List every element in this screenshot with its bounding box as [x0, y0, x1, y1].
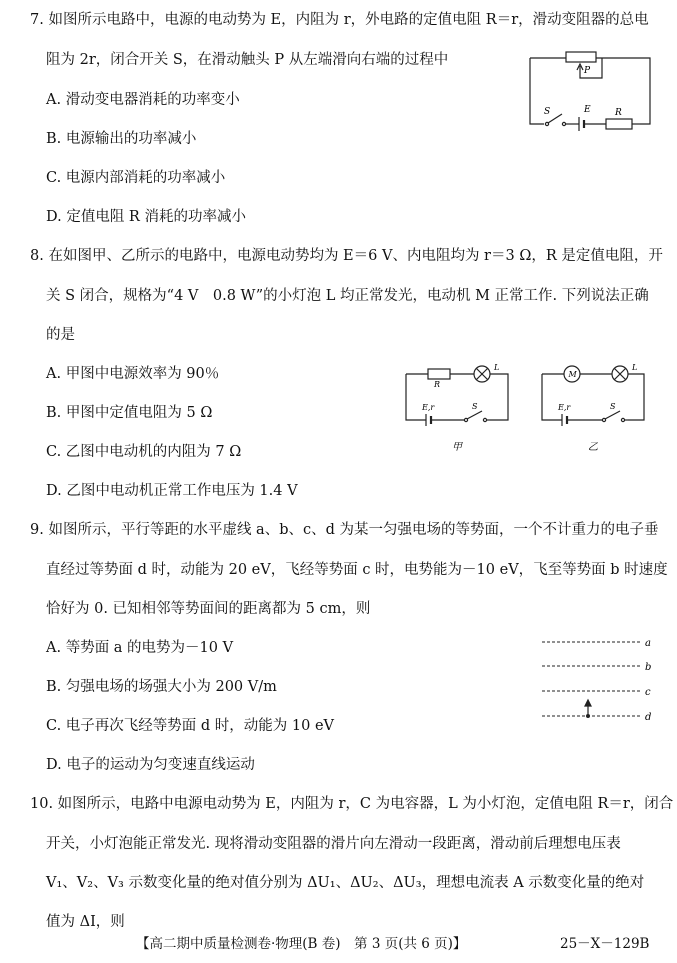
q8a-label-r: R: [434, 380, 441, 389]
q8a-label-l: L: [494, 363, 500, 372]
q8-option-c[interactable]: C. 乙图中电动机的内阻为 7 Ω: [46, 444, 242, 460]
q7-label-r: R: [615, 108, 622, 118]
q9-label-c: c: [645, 687, 651, 698]
q8b-label-l: L: [632, 363, 638, 372]
q8a-label-er: E,r: [422, 403, 435, 412]
q8-stem-line-1: 8. 在如图甲、乙所示的电路中，电源电动势均为 E＝6 V、内电阻均为 r＝3 Ω，R 是定值电阻，开: [30, 248, 663, 264]
footer-title: 【高二期中质量检测卷·物理(B 卷) 第 3 页(共 6 页)】: [136, 936, 467, 952]
q7-option-a[interactable]: A. 滑动变电器消耗的功率变小: [46, 92, 240, 108]
q9-option-b[interactable]: B. 匀强电场的场强大小为 200 V/m: [46, 679, 277, 695]
q7-stem-line-1: 7. 如图所示电路中，电源的电动势为 E，内阻为 r，外电路的定值电阻 R＝r，滑动变阻器的总电: [30, 12, 649, 28]
q8-caption-b: 乙: [588, 442, 598, 453]
q9-label-b: b: [645, 662, 652, 673]
q9-equipotential-figure: [536, 630, 661, 730]
q7-label-e: E: [584, 105, 591, 115]
q8a-label-s: S: [472, 402, 478, 411]
q9-option-a[interactable]: A. 等势面 a 的电势为－10 V: [46, 640, 234, 656]
q9-option-c[interactable]: C. 电子再次飞经等势面 d 时，动能为 10 eV: [46, 718, 335, 734]
q7-option-c[interactable]: C. 电源内部消耗的功率减小: [46, 170, 226, 186]
q8-stem-line-2: 关 S 闭合，规格为“4 V 0.8 W”的小灯泡 L 均正常发光，电动机 M 正常工作. 下列说法正确: [46, 288, 649, 304]
q7-circuit-figure: [522, 48, 662, 133]
q7-stem-line-2: 阻为 2r，闭合开关 S，在滑动触头 P 从左端滑向右端的过程中: [46, 52, 449, 68]
q8b-label-er: E,r: [558, 403, 571, 412]
q9-label-a: a: [645, 638, 651, 649]
q7-option-d[interactable]: D. 定值电阻 R 消耗的功率减小: [46, 209, 246, 225]
q10-stem-line-3: V₁、V₂、V₃ 示数变化量的绝对值分别为 ΔU₁、ΔU₂、ΔU₃，理想电流表 A 示数变化量的绝对: [46, 875, 645, 891]
q8-option-a[interactable]: A. 甲图中电源效率为 90％: [46, 366, 220, 382]
q8-option-b[interactable]: B. 甲图中定值电阻为 5 Ω: [46, 405, 213, 421]
q9-label-d: d: [645, 712, 652, 723]
q7-option-b[interactable]: B. 电源输出的功率减小: [46, 131, 197, 147]
q9-option-d[interactable]: D. 电子的运动为匀变速直线运动: [46, 757, 255, 773]
q10-stem-line-4: 值为 ΔI，则: [46, 914, 125, 930]
q10-stem-line-1: 10. 如图所示，电路中电源电动势为 E，内阻为 r，C 为电容器，L 为小灯泡，定值电阻 R＝r，闭合: [30, 796, 674, 812]
q9-stem-line-1: 9. 如图所示，平行等距的水平虚线 a、b、c、d 为某一匀强电场的等势面，一个不计重力的电子垂: [30, 522, 659, 538]
q8-option-d[interactable]: D. 乙图中电动机正常工作电压为 1.4 V: [46, 483, 298, 499]
q10-stem-line-2: 开关，小灯泡能正常发光. 现将滑动变阻器的滑片向左滑动一段距离，滑动前后理想电压表: [46, 836, 621, 852]
q8b-label-m: M: [568, 370, 577, 379]
q7-label-p: P: [584, 66, 591, 76]
q8-caption-a: 甲: [452, 442, 462, 453]
q8-circuit-figure-b: [536, 358, 651, 458]
q7-label-s: S: [544, 107, 551, 117]
q8-stem-line-3: 的是: [46, 327, 75, 343]
q9-stem-line-3: 恰好为 0. 已知相邻等势面间的距离都为 5 cm，则: [46, 601, 371, 617]
q9-electron-dot: [586, 714, 590, 718]
footer-code: 25－X－129B: [560, 936, 650, 952]
q9-stem-line-2: 直经过等势面 d 时，动能为 20 eV，飞经等势面 c 时，电势能为－10 eV，飞至等势面 b 时速度: [46, 562, 668, 578]
q8-circuit-figure-a: [400, 358, 515, 458]
q8b-label-s: S: [610, 402, 616, 411]
